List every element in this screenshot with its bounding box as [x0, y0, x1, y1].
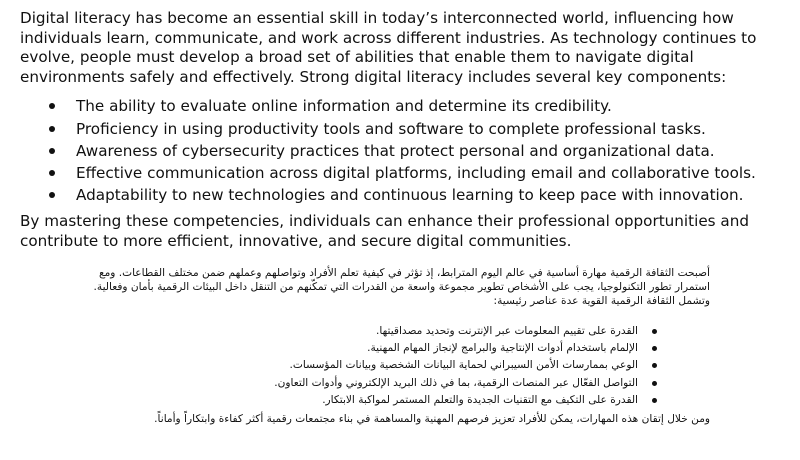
arabic-bullet-list	[66, 323, 710, 410]
arabic-list-item: القدرة على تقييم المعلومات عبر الإنترنت وتحديد مصداقيتها.	[66, 323, 658, 340]
arabic-list-item: الإلمام باستخدام أدوات الإنتاجية والبرامج لإنجاز المهام المهنية.	[66, 340, 658, 357]
english-section	[20, 9, 780, 252]
english-bullet-list	[20, 95, 780, 206]
arabic-intro-paragraph: أصبحت الثقافة الرقمية مهارة أساسية في عالم اليوم المترابط، إذ تؤثر في كيفية تعلم الأفراد وتواصلهم وعملهم ضمن مختلف القطاعات. ومع استمرار تطور التكنولوجيا، يجب على الأشخاص تطوير مجموعة واسعة من القدرات التي تمكّنهم من التنقل داخل البيئات الرقمية بأمان وفعالية. وتشمل الثقافة الرقمية القوية عدة عناصر رئيسية:	[93, 267, 710, 308]
arabic-list-item: الوعي بممارسات الأمن السيبراني لحماية البيانات الشخصية وبيانات المؤسسات.	[66, 357, 658, 374]
english-list-item: Adaptability to new technologies and continuous learning to keep pace with innovation.	[48, 184, 780, 206]
english-list-item: Effective communication across digital platforms, including email and collaborative tools.	[48, 162, 780, 184]
english-list-item: Proficiency in using productivity tools and software to complete professional tasks.	[48, 118, 780, 140]
arabic-list-item: القدرة على التكيف مع التقنيات الجديدة والتعلم المستمر لمواكبة الابتكار.	[66, 392, 658, 409]
arabic-list-item: التواصل الفعّال عبر المنصات الرقمية، بما في ذلك البريد الإلكتروني وأدوات التعاون.	[66, 375, 658, 392]
english-intro-paragraph: Digital literacy has become an essential skill in today’s interconnected world, influencing how individuals learn, communicate, and work across different industries. As technology continues to evolve, people must develop a broad set of abilities that enable them to navigate digital environments safely and effectively. Strong digital literacy includes several key components:	[20, 9, 757, 86]
arabic-outro-paragraph: ومن خلال إتقان هذه المهارات، يمكن للأفراد تعزيز فرصهم المهنية والمساهمة في بناء مجتمعات رقمية أكثر كفاءة وابتكاراً وأماناً.	[154, 412, 710, 425]
english-outro-paragraph: By mastering these competencies, individuals can enhance their professional opportunities and contribute to more efficient, innovative, and secure digital communities.	[20, 212, 749, 250]
arabic-section	[66, 266, 710, 426]
english-list-item: The ability to evaluate online information and determine its credibility.	[48, 95, 780, 117]
english-list-item: Awareness of cybersecurity practices that protect personal and organizational data.	[48, 140, 780, 162]
